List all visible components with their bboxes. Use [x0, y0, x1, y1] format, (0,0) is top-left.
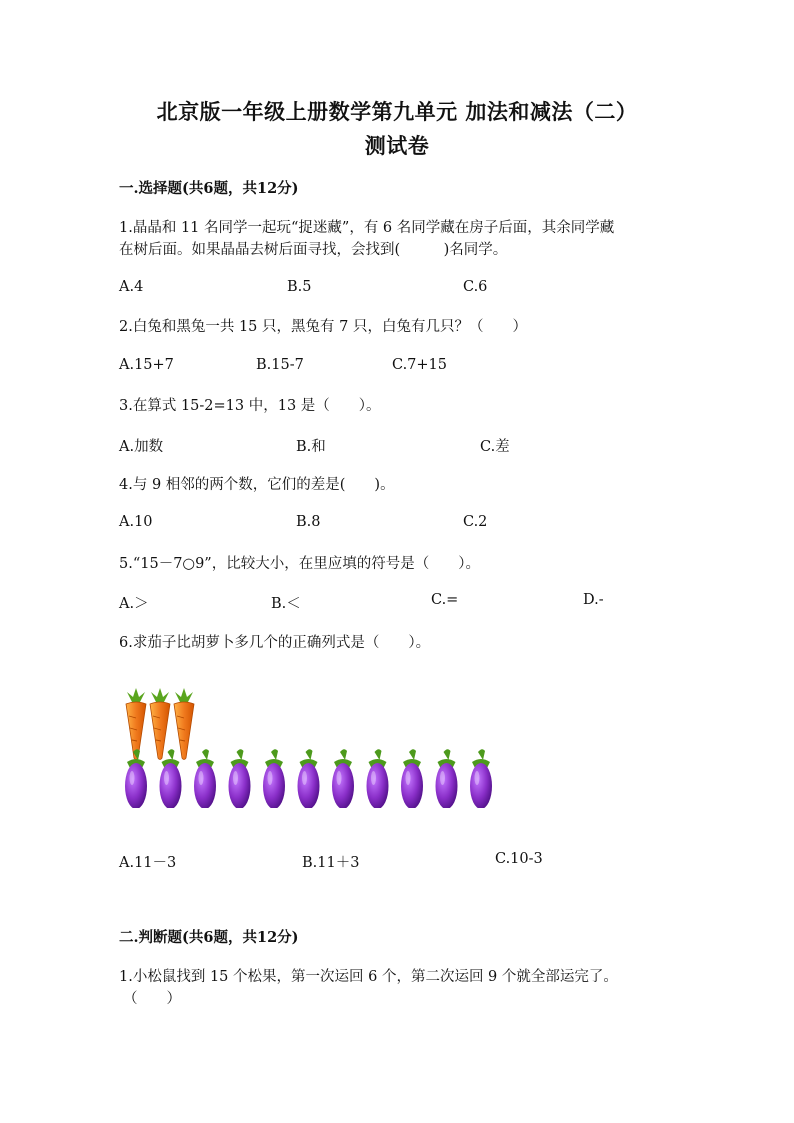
eggplant-icon	[401, 749, 423, 808]
eggplant-icon	[470, 749, 492, 808]
question-5: 5.“15－7○9”，比较大小，在里应填的符号是（ ）。	[119, 556, 480, 572]
q5-option-d[interactable]: D.-	[583, 592, 604, 608]
page-title: 北京版一年级上册数学第九单元 加法和减法（二）	[156, 99, 638, 124]
q6-option-a[interactable]: A.11－3	[119, 855, 177, 871]
question-1	[119, 217, 679, 261]
q2-option-c[interactable]: C.7+15	[392, 357, 448, 373]
question-3: 3.在算式 15-2=13 中，13 是（ ）。	[119, 398, 381, 414]
judgement-1-line1: 1.小松鼠找到 15 个松果，第一次运回 6 个，第二次运回 9 个就全部运完了。	[119, 969, 618, 985]
carrot-icon	[174, 688, 194, 760]
question-6: 6.求茄子比胡萝卜多几个的正确列式是（ ）。	[119, 635, 431, 651]
judgement-1	[119, 966, 719, 1010]
q1-option-a[interactable]: A.4	[119, 279, 144, 295]
eggplant-icon	[229, 749, 251, 808]
question-4: 4.与 9 相邻的两个数，它们的差是( )。	[119, 477, 395, 493]
eggplant-icon	[298, 749, 320, 808]
q3-option-c[interactable]: C.差	[480, 439, 510, 455]
section-heading-choice: 一.选择题(共6题，共12分)	[119, 180, 299, 197]
eggplant-icon	[367, 749, 389, 808]
question-1-line2: 在树后面。如果晶晶去树后面寻找，会找到( )名同学。	[119, 242, 508, 258]
eggplant-group	[125, 749, 492, 808]
q1-option-c[interactable]: C.6	[463, 279, 488, 295]
carrot-icon	[150, 688, 170, 760]
judgement-1-line2: （ ）	[123, 991, 181, 1007]
question-2: 2.白兔和黑兔一共 15 只，黑兔有 7 只，白兔有几只？（ ）	[119, 319, 527, 335]
q4-option-b[interactable]: B.8	[296, 514, 321, 530]
q1-option-b[interactable]: B.5	[287, 279, 312, 295]
q4-option-a[interactable]: A.10	[119, 514, 153, 530]
question-1-line1: 1.晶晶和 11 名同学一起玩“捉迷藏”，有 6 名同学藏在房子后面，其余同学藏	[119, 220, 615, 236]
carrot-group	[126, 688, 194, 760]
q6-option-c[interactable]: C.10-3	[495, 851, 543, 867]
q5-option-a[interactable]: A.＞	[119, 596, 149, 612]
q3-option-b[interactable]: B.和	[296, 439, 326, 455]
q3-option-a[interactable]: A.加数	[119, 439, 164, 455]
carrot-icon	[126, 688, 146, 760]
q2-option-b[interactable]: B.15-7	[256, 357, 304, 373]
q6-option-b[interactable]: B.11＋3	[302, 855, 360, 871]
eggplant-icon	[160, 749, 182, 808]
eggplant-icon	[263, 749, 285, 808]
q5-option-b[interactable]: B.＜	[271, 596, 301, 612]
section-heading-judgement: 二.判断题(共6题，共12分)	[119, 929, 299, 946]
vegetable-illustration	[118, 688, 498, 808]
eggplant-icon	[436, 749, 458, 808]
eggplant-icon	[194, 749, 216, 808]
eggplant-icon	[332, 749, 354, 808]
q2-option-a[interactable]: A.15+7	[119, 357, 174, 373]
q5-option-c[interactable]: C.=	[431, 592, 459, 608]
q4-option-c[interactable]: C.2	[463, 514, 488, 530]
page-subtitle: 测试卷	[364, 133, 430, 158]
